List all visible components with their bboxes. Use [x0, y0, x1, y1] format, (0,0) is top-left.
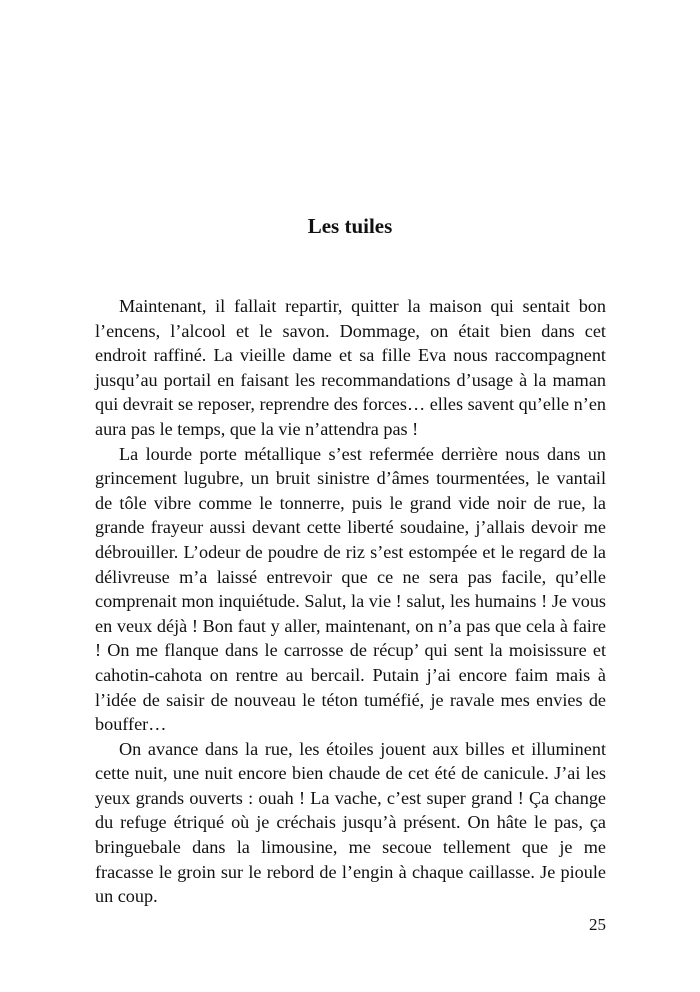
- chapter-title: Les tuiles: [307, 214, 393, 239]
- page-number: 25: [589, 915, 606, 934]
- paragraph: La lourde porte métallique s’est refermée derrière nous dans un grincement lugubre, un bruit sinistre d’âmes tourmentées, le vantail de tôle vibre comme le tonnerre, puis le grand vide noir de rue, la grande frayeur aussi devant cette liberté soudaine, j’allais devoir me débrouiller. L’odeur de poudre de riz s’est estompée et le regard de la délivreuse m’a laissé entrevoir que ce ne sera pas facile, qu’elle comprenait mon inquiétude. Salut, la vie ! salut, les humains ! Je vous en veux déjà ! Bon faut y aller, maintenant, on n’a pas que cela à faire ! On me flanque dans le carrosse de récup’ qui sent la moisissure et cahotin-cahota on rentre au bercail. Putain j’ai encore faim mais à l’idée de saisir de nouveau le téton tuméfié, je ravale mes envies de bouffer…: [95, 443, 606, 735]
- paragraph: On avance dans la rue, les étoiles jouent aux billes et illuminent cette nuit, une nuit encore bien chaude de cet été de canicule. J’ai les yeux grands ouverts : ouah ! La vache, c’est super grand ! Ça change du refuge étriqué où je créchais jusqu’à présent. On hâte le pas, ça bringuebale dans la limousine, me secoue tellement que je me fracasse le groin sur le rebord de l’engin à chaque caillasse. Je pioule un coup.: [95, 738, 606, 907]
- paragraph: Maintenant, il fallait repartir, quitter la maison qui sentait bon l’encens, l’alcool et le savon. Dommage, on était bien dans cet endroit raffiné. La vieille dame et sa fille Eva nous raccompagnent jusqu’au portail en faisant les recommandations d’usage à la maman qui devrait se reposer, reprendre des forces… elles savent qu’elle n’en aura pas le temps, que la vie n’attendra pas !: [95, 296, 606, 439]
- body-text: [95, 294, 606, 909]
